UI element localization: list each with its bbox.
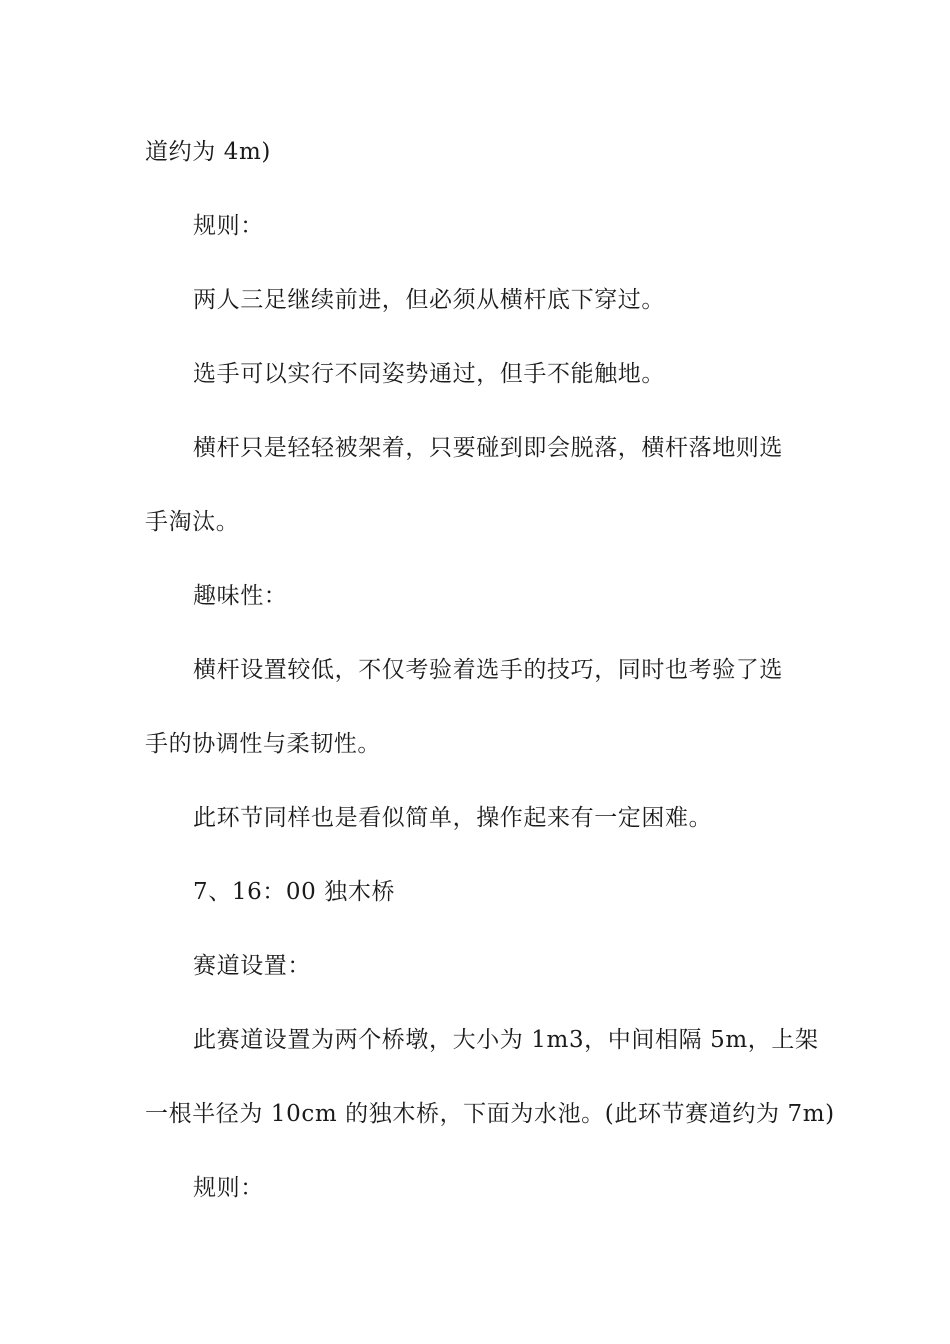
- text-line: 手的协调性与柔韧性。: [145, 731, 381, 757]
- text-line: 一根半径为 10cm 的独木桥，下面为水池。(此环节赛道约为 7m): [145, 1101, 835, 1127]
- text-line: 道约为 4m): [145, 139, 271, 165]
- section-heading-fun: 趣味性：: [193, 583, 288, 609]
- section-heading-rules: 规则：: [193, 1175, 264, 1201]
- text-line: 横杆只是轻轻被架着，只要碰到即会脱落，横杆落地则选: [193, 435, 783, 461]
- section-heading-rules: 规则：: [193, 213, 264, 239]
- section-heading-track: 赛道设置：: [193, 953, 311, 979]
- text-line: 手淘汰。: [145, 509, 240, 535]
- section-title-bridge: 7、16：00 独木桥: [193, 879, 396, 905]
- text-line: 选手可以实行不同姿势通过，但手不能触地。: [193, 361, 665, 387]
- text-line: 此环节同样也是看似简单，操作起来有一定困难。: [193, 805, 713, 831]
- text-line: 横杆设置较低，不仅考验着选手的技巧，同时也考验了选: [193, 657, 783, 683]
- text-line: 两人三足继续前进，但必须从横杆底下穿过。: [193, 287, 665, 313]
- text-line: 此赛道设置为两个桥墩，大小为 1m3，中间相隔 5m，上架: [193, 1027, 819, 1053]
